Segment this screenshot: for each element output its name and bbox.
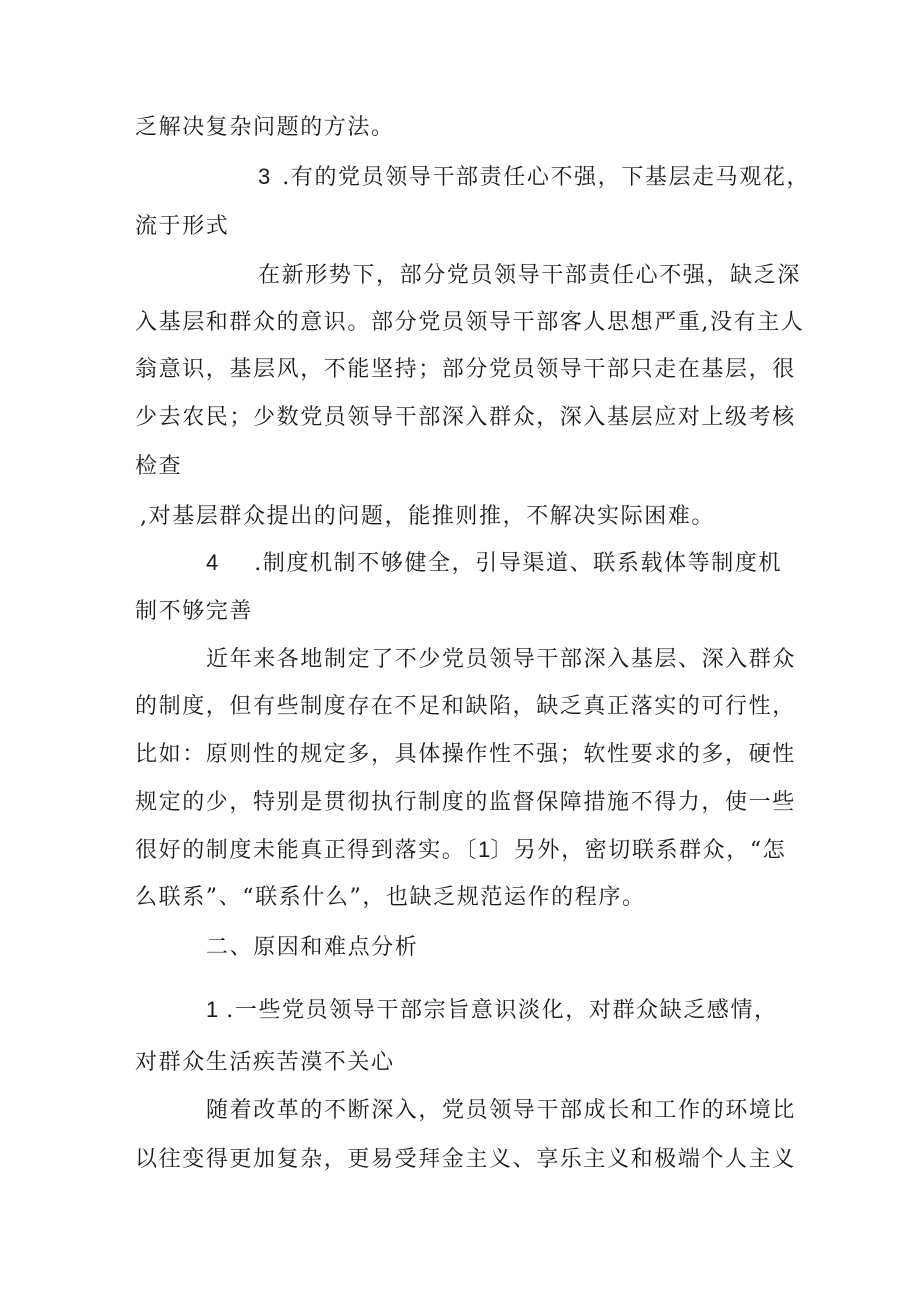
text: 〕另外，密切联系群众，“怎 — [490, 838, 787, 863]
paragraph-line — [135, 883, 646, 913]
paragraph-line — [206, 645, 796, 675]
paragraph-line — [135, 308, 805, 338]
section-title: 二、原因和难点分析 — [206, 935, 419, 960]
paragraph-line — [135, 113, 395, 143]
text: 入基层和群众的意识。部分党员领导干部客人思想严重,没有主人 — [135, 310, 805, 335]
heading-text: .一些党员领导干部宗旨意识淡化，对群众缺乏感情， — [226, 998, 778, 1023]
paragraph-line — [135, 835, 786, 866]
paragraph-line — [135, 788, 796, 818]
heading-number: 3 — [258, 164, 271, 189]
text: 近年来各地制定了不少党员领导干部深入基层、深入群众 — [206, 647, 797, 672]
heading-1 — [206, 995, 778, 1026]
heading-3 — [258, 162, 810, 193]
paragraph-line — [135, 403, 796, 433]
text: 的制度，但有些制度存在不足和缺陷，缺乏真正落实的可行性， — [135, 694, 796, 719]
text: 少去农民；少数党员领导干部深入群众，深入基层应对上级考核 — [135, 405, 796, 430]
paragraph-line — [140, 502, 715, 532]
text: 规定的少，特别是贯彻执行制度的监督保障措施不得力，使一些 — [135, 790, 796, 815]
text: 在新形势下，部分党员领导干部责任心不强，缺乏深 — [258, 263, 801, 288]
paragraph-line — [135, 452, 182, 482]
paragraph-line — [206, 1096, 796, 1126]
heading-4 — [206, 548, 782, 579]
heading-text: 对群众生活疾苦漠不关心 — [135, 1050, 395, 1075]
text: 翁意识，基层风，不能坚持；部分党员领导干部只走在基层，很 — [135, 357, 796, 382]
paragraph-line — [135, 355, 796, 385]
text: 么联系”、“联系什么”，也缺乏规范运作的程序。 — [135, 885, 646, 910]
heading-3-continuation — [135, 212, 229, 242]
text: ,对基层群众提出的问题，能推则推，不解决实际困难。 — [140, 504, 715, 529]
heading-4-continuation — [135, 597, 253, 627]
heading-number: 4 — [206, 550, 219, 575]
heading-1-continuation — [135, 1048, 395, 1078]
text: 乏解决复杂问题的方法。 — [135, 115, 395, 140]
heading-text: .制度机制不够健全，引导渠道、联系载体等制度机 — [254, 551, 783, 576]
heading-number: 1 — [206, 997, 219, 1022]
heading-text: .有的党员领导干部责任心不强，下基层走马观花， — [282, 165, 811, 190]
text: 随着改革的不断深入，党员领导干部成长和工作的环境比 — [206, 1098, 797, 1123]
paragraph-line — [135, 740, 796, 770]
heading-text: 制不够完善 — [135, 599, 254, 624]
paragraph-line — [135, 1145, 796, 1175]
footnote-ref: 1 — [478, 837, 491, 862]
text: 以往变得更加复杂，更易受拜金主义、享乐主义和极端个人主义 — [135, 1147, 796, 1172]
text: 比如：原则性的规定多，具体操作性不强；软性要求的多，硬性 — [135, 742, 796, 767]
paragraph-line — [135, 692, 796, 722]
text: 很好的制度未能真正得到落实。〔 — [135, 838, 479, 863]
heading-text: 流于形式 — [135, 214, 230, 239]
section-heading — [206, 933, 418, 963]
text: 检查 — [135, 454, 183, 479]
paragraph-line — [258, 261, 801, 291]
